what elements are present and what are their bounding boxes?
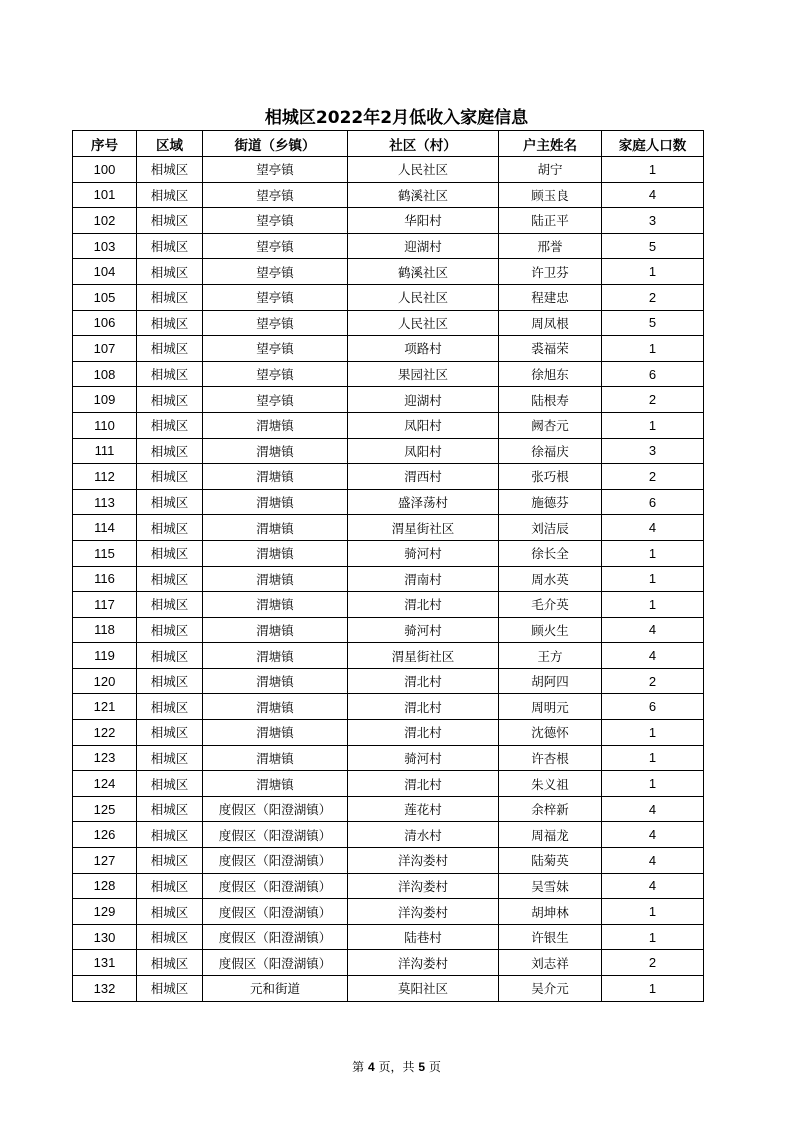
cell-family-size: 1 (602, 566, 704, 592)
cell-community: 凤阳村 (348, 412, 499, 438)
cell-index: 106 (73, 310, 137, 336)
cell-community: 凤阳村 (348, 438, 499, 464)
header-family-size: 家庭人口数 (602, 131, 704, 157)
table-row (73, 643, 704, 669)
cell-family-size: 1 (602, 412, 704, 438)
cell-householder: 朱义祖 (499, 771, 602, 797)
cell-family-size: 5 (602, 233, 704, 259)
cell-district: 相城区 (137, 668, 203, 694)
cell-district: 相城区 (137, 873, 203, 899)
cell-district: 相城区 (137, 540, 203, 566)
cell-family-size: 5 (602, 310, 704, 336)
cell-district: 相城区 (137, 592, 203, 618)
table-header-row (73, 131, 704, 157)
cell-householder: 许卫芬 (499, 259, 602, 285)
cell-street: 渭塘镇 (203, 771, 348, 797)
table-row (73, 464, 704, 490)
cell-street: 度假区（阳澄湖镇） (203, 873, 348, 899)
table-row (73, 310, 704, 336)
table-row (73, 796, 704, 822)
table-row (73, 284, 704, 310)
cell-district: 相城区 (137, 464, 203, 490)
cell-householder: 周福龙 (499, 822, 602, 848)
cell-street: 渭塘镇 (203, 592, 348, 618)
cell-district: 相城区 (137, 745, 203, 771)
cell-index: 108 (73, 361, 137, 387)
cell-community: 盛泽荡村 (348, 489, 499, 515)
cell-community: 渭南村 (348, 566, 499, 592)
cell-family-size: 2 (602, 284, 704, 310)
cell-community: 骑河村 (348, 540, 499, 566)
footer-page-number: 4 (367, 1060, 375, 1074)
cell-index: 105 (73, 284, 137, 310)
cell-district: 相城区 (137, 848, 203, 874)
table-row (73, 515, 704, 541)
cell-index: 119 (73, 643, 137, 669)
table-row (73, 976, 704, 1002)
cell-householder: 裘福荣 (499, 336, 602, 362)
cell-householder: 胡阿四 (499, 668, 602, 694)
cell-family-size: 1 (602, 336, 704, 362)
cell-street: 渭塘镇 (203, 566, 348, 592)
cell-community: 渭星街社区 (348, 515, 499, 541)
cell-street: 渭塘镇 (203, 745, 348, 771)
cell-index: 107 (73, 336, 137, 362)
cell-index: 120 (73, 668, 137, 694)
cell-householder: 毛介英 (499, 592, 602, 618)
cell-family-size: 1 (602, 592, 704, 618)
cell-householder: 张巧根 (499, 464, 602, 490)
table-row (73, 412, 704, 438)
cell-index: 125 (73, 796, 137, 822)
cell-street: 望亭镇 (203, 387, 348, 413)
cell-street: 渭塘镇 (203, 617, 348, 643)
cell-community: 渭星街社区 (348, 643, 499, 669)
cell-street: 渭塘镇 (203, 694, 348, 720)
table-row (73, 771, 704, 797)
cell-index: 104 (73, 259, 137, 285)
cell-district: 相城区 (137, 899, 203, 925)
cell-street: 度假区（阳澄湖镇） (203, 924, 348, 950)
table-row (73, 438, 704, 464)
cell-street: 度假区（阳澄湖镇） (203, 950, 348, 976)
cell-householder: 顾玉良 (499, 182, 602, 208)
table-row (73, 157, 704, 183)
cell-index: 127 (73, 848, 137, 874)
table-row (73, 668, 704, 694)
cell-householder: 阙杏元 (499, 412, 602, 438)
cell-district: 相城区 (137, 976, 203, 1002)
cell-index: 110 (73, 412, 137, 438)
cell-street: 望亭镇 (203, 233, 348, 259)
cell-index: 100 (73, 157, 137, 183)
cell-community: 人民社区 (348, 284, 499, 310)
cell-district: 相城区 (137, 233, 203, 259)
cell-householder: 王方 (499, 643, 602, 669)
cell-index: 131 (73, 950, 137, 976)
cell-street: 望亭镇 (203, 259, 348, 285)
cell-family-size: 2 (602, 950, 704, 976)
table-row (73, 336, 704, 362)
table-row (73, 617, 704, 643)
cell-district: 相城区 (137, 566, 203, 592)
header-index: 序号 (73, 131, 137, 157)
cell-community: 清水村 (348, 822, 499, 848)
cell-index: 128 (73, 873, 137, 899)
cell-householder: 程建忠 (499, 284, 602, 310)
cell-district: 相城区 (137, 310, 203, 336)
cell-family-size: 1 (602, 771, 704, 797)
cell-community: 渭北村 (348, 720, 499, 746)
cell-district: 相城区 (137, 643, 203, 669)
cell-family-size: 6 (602, 489, 704, 515)
footer-total-pages: 5 (418, 1060, 425, 1074)
cell-index: 112 (73, 464, 137, 490)
footer-mid: 页，共 (374, 1060, 419, 1074)
cell-district: 相城区 (137, 438, 203, 464)
cell-householder: 周凤根 (499, 310, 602, 336)
cell-street: 元和街道 (203, 976, 348, 1002)
cell-family-size: 1 (602, 899, 704, 925)
cell-index: 101 (73, 182, 137, 208)
cell-community: 陆巷村 (348, 924, 499, 950)
cell-index: 122 (73, 720, 137, 746)
cell-family-size: 1 (602, 259, 704, 285)
cell-family-size: 6 (602, 694, 704, 720)
cell-index: 121 (73, 694, 137, 720)
cell-community: 骑河村 (348, 745, 499, 771)
cell-householder: 胡宁 (499, 157, 602, 183)
cell-street: 渭塘镇 (203, 668, 348, 694)
cell-district: 相城区 (137, 822, 203, 848)
cell-householder: 刘志祥 (499, 950, 602, 976)
cell-street: 度假区（阳澄湖镇） (203, 848, 348, 874)
cell-district: 相城区 (137, 617, 203, 643)
table-row (73, 899, 704, 925)
cell-community: 项路村 (348, 336, 499, 362)
cell-family-size: 1 (602, 745, 704, 771)
cell-community: 迎湖村 (348, 387, 499, 413)
cell-district: 相城区 (137, 182, 203, 208)
cell-index: 102 (73, 208, 137, 234)
cell-community: 鹤溪社区 (348, 182, 499, 208)
cell-district: 相城区 (137, 412, 203, 438)
cell-community: 人民社区 (348, 157, 499, 183)
cell-street: 渭塘镇 (203, 720, 348, 746)
table-row (73, 387, 704, 413)
cell-family-size: 1 (602, 720, 704, 746)
cell-street: 度假区（阳澄湖镇） (203, 899, 348, 925)
cell-householder: 余梓新 (499, 796, 602, 822)
cell-index: 115 (73, 540, 137, 566)
cell-index: 118 (73, 617, 137, 643)
cell-householder: 胡坤林 (499, 899, 602, 925)
cell-index: 117 (73, 592, 137, 618)
cell-index: 116 (73, 566, 137, 592)
cell-community: 莲花村 (348, 796, 499, 822)
cell-community: 骑河村 (348, 617, 499, 643)
cell-community: 鹤溪社区 (348, 259, 499, 285)
cell-family-size: 4 (602, 822, 704, 848)
cell-community: 莫阳社区 (348, 976, 499, 1002)
cell-householder: 吴雪妹 (499, 873, 602, 899)
cell-community: 迎湖村 (348, 233, 499, 259)
header-community: 社区（村） (348, 131, 499, 157)
cell-householder: 刘洁辰 (499, 515, 602, 541)
table-row (73, 361, 704, 387)
cell-street: 渭塘镇 (203, 438, 348, 464)
cell-street: 渭塘镇 (203, 643, 348, 669)
cell-street: 望亭镇 (203, 284, 348, 310)
cell-householder: 陆菊英 (499, 848, 602, 874)
cell-district: 相城区 (137, 208, 203, 234)
cell-family-size: 3 (602, 438, 704, 464)
table-row (73, 924, 704, 950)
cell-street: 渭塘镇 (203, 412, 348, 438)
cell-family-size: 4 (602, 796, 704, 822)
cell-index: 103 (73, 233, 137, 259)
cell-family-size: 2 (602, 464, 704, 490)
cell-district: 相城区 (137, 720, 203, 746)
footer-suffix: 页 (425, 1060, 441, 1074)
cell-householder: 许杏根 (499, 745, 602, 771)
cell-district: 相城区 (137, 361, 203, 387)
page-footer (0, 1058, 793, 1075)
cell-district: 相城区 (137, 796, 203, 822)
cell-district: 相城区 (137, 489, 203, 515)
cell-district: 相城区 (137, 387, 203, 413)
cell-family-size: 4 (602, 182, 704, 208)
cell-district: 相城区 (137, 336, 203, 362)
table-row (73, 233, 704, 259)
header-householder: 户主姓名 (499, 131, 602, 157)
table-row (73, 694, 704, 720)
household-table (72, 130, 704, 1002)
cell-householder: 徐长全 (499, 540, 602, 566)
cell-street: 望亭镇 (203, 336, 348, 362)
table-row (73, 182, 704, 208)
cell-index: 113 (73, 489, 137, 515)
cell-householder: 徐旭东 (499, 361, 602, 387)
header-street: 街道（乡镇） (203, 131, 348, 157)
cell-street: 度假区（阳澄湖镇） (203, 822, 348, 848)
cell-community: 渭北村 (348, 771, 499, 797)
table-row (73, 950, 704, 976)
cell-index: 130 (73, 924, 137, 950)
cell-street: 渭塘镇 (203, 489, 348, 515)
cell-community: 渭西村 (348, 464, 499, 490)
cell-family-size: 3 (602, 208, 704, 234)
cell-district: 相城区 (137, 694, 203, 720)
table-row (73, 873, 704, 899)
cell-district: 相城区 (137, 259, 203, 285)
cell-index: 111 (73, 438, 137, 464)
cell-householder: 陆正平 (499, 208, 602, 234)
cell-householder: 周明元 (499, 694, 602, 720)
cell-householder: 顾火生 (499, 617, 602, 643)
cell-householder: 邢誉 (499, 233, 602, 259)
cell-family-size: 1 (602, 976, 704, 1002)
table-row (73, 259, 704, 285)
cell-family-size: 1 (602, 540, 704, 566)
table-row (73, 745, 704, 771)
cell-community: 人民社区 (348, 310, 499, 336)
cell-family-size: 4 (602, 873, 704, 899)
footer-prefix: 第 (352, 1060, 368, 1074)
table-row (73, 848, 704, 874)
cell-community: 渭北村 (348, 694, 499, 720)
cell-community: 洋沟娄村 (348, 950, 499, 976)
cell-street: 望亭镇 (203, 208, 348, 234)
cell-district: 相城区 (137, 771, 203, 797)
cell-index: 109 (73, 387, 137, 413)
cell-district: 相城区 (137, 515, 203, 541)
page-title: 相城区2022年2月低收入家庭信息 (264, 108, 529, 128)
cell-district: 相城区 (137, 157, 203, 183)
cell-community: 渭北村 (348, 592, 499, 618)
cell-street: 望亭镇 (203, 361, 348, 387)
cell-district: 相城区 (137, 924, 203, 950)
cell-index: 126 (73, 822, 137, 848)
cell-street: 望亭镇 (203, 157, 348, 183)
table-row (73, 822, 704, 848)
table-row (73, 540, 704, 566)
cell-householder: 许银生 (499, 924, 602, 950)
table-row (73, 566, 704, 592)
table-row (73, 489, 704, 515)
cell-householder: 沈德怀 (499, 720, 602, 746)
cell-householder: 吴介元 (499, 976, 602, 1002)
cell-community: 洋沟娄村 (348, 848, 499, 874)
cell-family-size: 2 (602, 668, 704, 694)
cell-family-size: 4 (602, 643, 704, 669)
cell-family-size: 2 (602, 387, 704, 413)
cell-district: 相城区 (137, 950, 203, 976)
cell-district: 相城区 (137, 284, 203, 310)
table-row (73, 592, 704, 618)
cell-family-size: 6 (602, 361, 704, 387)
cell-community: 华阳村 (348, 208, 499, 234)
cell-community: 洋沟娄村 (348, 873, 499, 899)
table-row (73, 208, 704, 234)
cell-family-size: 4 (602, 515, 704, 541)
table-row (73, 720, 704, 746)
cell-index: 124 (73, 771, 137, 797)
cell-street: 渭塘镇 (203, 515, 348, 541)
cell-householder: 陆根寿 (499, 387, 602, 413)
cell-householder: 施德芬 (499, 489, 602, 515)
cell-householder: 徐福庆 (499, 438, 602, 464)
cell-index: 114 (73, 515, 137, 541)
cell-street: 望亭镇 (203, 310, 348, 336)
cell-street: 渭塘镇 (203, 464, 348, 490)
cell-index: 132 (73, 976, 137, 1002)
cell-street: 度假区（阳澄湖镇） (203, 796, 348, 822)
cell-family-size: 4 (602, 848, 704, 874)
cell-community: 洋沟娄村 (348, 899, 499, 925)
cell-community: 渭北村 (348, 668, 499, 694)
cell-community: 果园社区 (348, 361, 499, 387)
cell-family-size: 1 (602, 924, 704, 950)
cell-street: 渭塘镇 (203, 540, 348, 566)
cell-index: 123 (73, 745, 137, 771)
cell-family-size: 4 (602, 617, 704, 643)
cell-family-size: 1 (602, 157, 704, 183)
cell-index: 129 (73, 899, 137, 925)
header-district: 区域 (137, 131, 203, 157)
cell-street: 望亭镇 (203, 182, 348, 208)
cell-householder: 周水英 (499, 566, 602, 592)
